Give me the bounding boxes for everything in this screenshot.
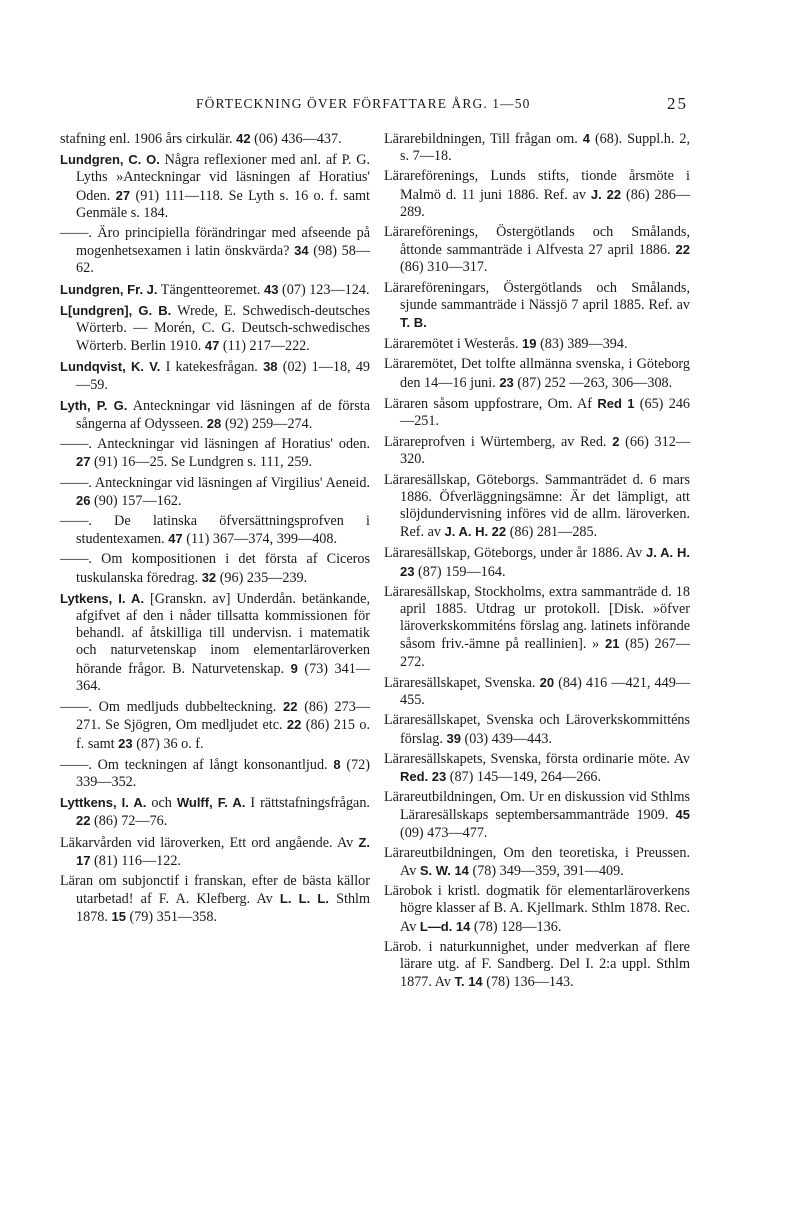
entry-bold-text: 47 (168, 531, 183, 547)
entry-bold-text: 19 (522, 336, 537, 352)
entry-text: Anteckningar vid läsningen af de första sångerna af Odysseen. (76, 397, 370, 433)
entry-bold-text: T. B. (400, 315, 427, 331)
entry-bold-text: 1 (627, 395, 635, 411)
entry-text: (87) 145—149, 264—266. (446, 768, 602, 785)
entry-bold-text: S. W. (419, 862, 451, 878)
entry-text: Lärareförenings, Lunds stifts, tionde årsmöte i Malmö d. 11 juni 1886. Ref. av (384, 168, 690, 203)
entry-bold-text: Lundgren, C. O. (60, 152, 160, 168)
index-entry (384, 356, 690, 391)
index-entry (384, 224, 690, 277)
entry-text: (91) 16—25. Se Lundgren s. 111, 259. (90, 454, 313, 471)
entry-text: Tängentteoremet. (157, 281, 265, 298)
entry-text: (84) 416 —421, 449—455. (400, 674, 691, 709)
entry-bold-text: 32 (201, 569, 217, 585)
entry-bold-text: 21 (604, 636, 620, 652)
entry-text: ——. Om medljuds dubbelteckning. (60, 699, 284, 716)
right-column (384, 130, 690, 991)
index-entry (60, 513, 370, 548)
entry-bold-text: 9 (290, 660, 298, 676)
entry-text: (92) 259—274. (221, 416, 313, 433)
entry-text: Lärob. i naturkunnighet, under medverkan af flere lärare utg. af F. Sandberg. Del I. 2:a uppl. Sthlm 1877. Av (384, 938, 690, 991)
index-entry (60, 225, 370, 278)
index-entry (60, 358, 370, 393)
entry-text: (86) 273—271. Se Sjögren, Om medljudet etc. (76, 699, 370, 734)
entry-bold-text: 38 (263, 359, 278, 375)
entry-bold-text: 2 (612, 434, 620, 450)
entry-text: ——. Om kompositionen i det första af Ciceros tuskulanska föredrag. (60, 551, 370, 586)
entry-bold-text: 23 (118, 735, 133, 751)
entry-text: Wrede, E. Schwedisch-deutsches Wörterb. — Morén, C. G. Deutsch-schwedisches Wörterb. Berlin 1910. (76, 302, 370, 355)
entry-bold-text: 47 (204, 338, 220, 354)
index-entry (384, 280, 690, 333)
index-entry (60, 698, 370, 753)
entry-bold-text: 22 (606, 186, 622, 202)
entry-text: (09) 473—477. (400, 824, 488, 841)
entry-bold-text: J. A. H. (444, 524, 489, 540)
entry-text: Lärarebildningen, Till frågan om. (384, 131, 583, 147)
entry-bold-text: 28 (206, 416, 222, 432)
entry-bold-text: L—d. (419, 918, 453, 934)
entry-text: ——. Äro principiella förändringar med afseende på mogenhetsexamen i latin önskvärda? (60, 225, 370, 260)
index-entry (60, 756, 370, 791)
index-entry (384, 395, 690, 430)
entry-text: Sthlm 1878. (76, 891, 371, 926)
entry-text: (81) 116—122. (90, 852, 181, 869)
entry-text: Läkarvården vid läroverken, Ett ord angående. Av (60, 834, 359, 851)
index-entry (384, 584, 690, 671)
entry-text: Läraresällskapet, Svenska. (384, 674, 540, 691)
entry-bold-text: J. (590, 186, 602, 202)
index-entry (60, 794, 370, 830)
page-number: 25 (667, 94, 688, 113)
entry-bold-text: 22 (286, 717, 302, 733)
entry-bold-text: Wulff, F. A. (176, 795, 246, 811)
entry-text: (96) 235—239. (216, 569, 308, 586)
index-entry (60, 130, 370, 148)
entry-bold-text: 20 (539, 674, 555, 690)
index-entry (384, 168, 690, 221)
entry-bold-text: 22 (675, 242, 690, 258)
entry-bold-text: J. A. H. (645, 545, 690, 561)
index-entry (384, 335, 690, 353)
entry-text: (66) 312—320. (400, 434, 691, 468)
entry-text: I katekesfrågan. (160, 359, 264, 376)
entry-text: Några reflexioner med anl. af P. G. Lyths »Anteckningar vid läsningen af Horatius' Oden. (76, 152, 371, 204)
index-entry (60, 302, 370, 356)
entry-text: Lärareutbildningen, Om. Ur en diskussion vid Sthlms Läraresällskaps septembersammanträde 1909. (384, 789, 690, 824)
entry-text: Läraresällskap, Göteborgs, under år 1886. Av (384, 545, 646, 562)
index-entry (384, 845, 690, 880)
entry-text: (98) 58—62. (76, 243, 370, 277)
entry-bold-text: 34 (294, 243, 309, 259)
index-entry (60, 590, 370, 695)
entry-bold-text: 26 (76, 492, 91, 508)
entry-text: och (146, 795, 177, 812)
entry-text: Läran om subjonctif i franskan, efter de bästa källor utarbetad! af F. A. Klefberg. Av (60, 872, 370, 908)
entry-text: (87) 36 o. f. (132, 735, 204, 752)
index-entry (60, 873, 370, 927)
entry-text: [Granskn. av] Underdån. betänkande, afgifvet af den i nåder tillsatta kommissionen för behandl. af åtskilliga till undervisn. i matematik och naturvetenskap inom elementarläroverken hörande frågor. B. Naturvetenskap. (76, 590, 370, 677)
entry-text: (78) 136—143. (482, 974, 574, 991)
entry-text: Lärareföreningars, Östergötlands och Smålands, sjunde sammanträde i Nässjö 7 april 1885. Ref. av (384, 279, 690, 313)
entry-text: (78) 128—136. (470, 918, 562, 935)
entry-text: Läraremötet i Westerås. (384, 336, 523, 353)
entry-text: Lärareutbildningen, Om den teoretiska, i Preussen. Av (384, 844, 690, 879)
index-entry (384, 751, 690, 786)
entry-text: (86) 286—289. (400, 186, 691, 220)
index-entry (60, 551, 370, 586)
entry-text: (06) 436—437. (250, 131, 342, 147)
entry-bold-text: L[undgren], G. B. (60, 302, 172, 318)
entry-text: (83) 389—394. (536, 336, 628, 353)
entry-text: (11) 367—374, 399—408. (182, 531, 338, 548)
entry-text: (07) 123—124. (278, 281, 370, 298)
entry-text: I rättstafningsfrågan. (245, 795, 370, 812)
entry-text: (02) 1—18, 49—59. (76, 359, 371, 393)
entry-text: ——. Om teckningen af långt konsonantljud. (60, 756, 334, 773)
entry-text: (65) 246—251. (400, 395, 691, 430)
entry-text: (73) 341—364. (76, 660, 370, 694)
entry-text: (87) 159—164. (414, 563, 506, 580)
entry-bold-text: Red. (400, 768, 429, 784)
index-entry (384, 789, 690, 842)
entry-bold-text: 22 (283, 699, 298, 715)
entry-text: ——. Anteckningar vid läsningen af Horatius' oden. (60, 436, 370, 453)
entry-text: (86) 281—285. (506, 524, 598, 541)
entry-bold-text: 39 (446, 730, 461, 746)
entry-text: ——. De latinska öfversättningsprofven i studentexamen. (60, 513, 370, 548)
entry-bold-text: 17 (76, 852, 91, 868)
entry-bold-text: 14 (454, 862, 469, 878)
entry-bold-text: 23 (400, 563, 415, 579)
index-entry (60, 436, 370, 471)
entry-text: (85) 267—272. (400, 636, 690, 670)
entry-bold-text: Lundqvist, K. V. (60, 359, 161, 375)
index-entry (384, 544, 690, 580)
entry-text: (72) 339—352. (76, 756, 370, 790)
entry-text: Läraremötet, Det tolfte allmänna svenska, i Göteborg den 14—16 juni. (384, 356, 690, 391)
entry-text: Lärareprofven i Würtemberg, av Red. (384, 434, 613, 451)
entry-bold-text: T. (454, 974, 465, 990)
entry-bold-text: 14 (455, 918, 471, 934)
page-header (72, 96, 688, 118)
entry-bold-text: Red (597, 395, 622, 411)
entry-bold-text: 23 (431, 768, 447, 784)
entry-bold-text: Lyttkens, I. A. (60, 795, 147, 811)
entry-bold-text: 22 (491, 524, 507, 540)
entry-text: (11) 217—222. (219, 338, 310, 355)
entry-text: stafning enl. 1906 års cirkulär. (60, 131, 237, 147)
entry-text: Läraresällskap, Göteborgs. Sammanträdet d. 6 mars 1886. Öfverläggningsämne: Är det lämpligt, att slöjdundervisning införes vid de allm. läroverken. Ref. av (384, 471, 690, 541)
entry-text: (86) 215 o. f. samt (76, 717, 370, 752)
entry-bold-text: 27 (76, 454, 91, 470)
index-entry (384, 472, 690, 542)
entry-text: (78) 349—359, 391—409. (468, 862, 624, 879)
index-entry (384, 433, 690, 468)
entry-text: Läraresällskap, Stockholms, extra sammanträde d. 18 april 1885. Utdrag ur protokoll. [Disk. »öfver läroverkskommiténs förslag ang. latinets införande såsom friv.-ämne på reallinien]. » (384, 583, 690, 653)
entry-bold-text: 4 (582, 131, 590, 146)
entry-bold-text: 15 (111, 909, 126, 925)
entry-text: (86) 72—76. (90, 813, 168, 830)
entry-text: (68). Suppl.h. 2, s. 7—18. (400, 131, 691, 165)
running-title: FÖRTECKNING ÖVER FÖRFATTARE ÅRG. 1—50 (196, 96, 531, 111)
entry-bold-text: Lytkens, I. A. (60, 590, 145, 606)
index-entry (384, 883, 690, 936)
entry-text: (91) 111—118. Se Lyth s. 16 o. f. samt Genmäle s. 184. (76, 187, 371, 221)
index-entry (60, 151, 370, 222)
index-entry (60, 281, 370, 299)
entry-bold-text: Lundgren, Fr. J. (60, 281, 158, 297)
entry-bold-text: 43 (264, 281, 279, 297)
entry-text: Läraren såsom uppfostrare, Om. Af (384, 395, 598, 412)
entry-text: Läraresällskapet, Svenska och Läroverkskommitténs förslag. (384, 712, 690, 747)
entry-text: (86) 310—317. (400, 259, 488, 276)
entry-bold-text: 23 (499, 374, 514, 390)
entry-text: (03) 439—443. (460, 730, 552, 747)
entry-text: (79) 351—358. (125, 909, 217, 926)
entry-text: Läraresällskapets, Svenska, första ordinarie möte. Av (384, 750, 690, 767)
index-entry (384, 130, 690, 165)
entry-bold-text: Lyth, P. G. (60, 397, 128, 413)
entry-text: ——. Anteckningar vid läsningen af Virgilius' Aeneid. (60, 474, 370, 491)
entry-bold-text: 45 (675, 807, 690, 823)
entry-text: Lärareförenings, Östergötlands och Smålands, åttonde sammanträde i Alfvesta 27 april 1886. (384, 224, 690, 259)
entry-bold-text: L. L. L. (279, 891, 329, 907)
index-entry (384, 674, 690, 709)
entry-text: (87) 252 —263, 306—308. (513, 374, 673, 391)
left-column (60, 130, 370, 927)
index-entry (60, 834, 370, 870)
entry-bold-text: 14 (468, 974, 483, 990)
index-entry (384, 712, 690, 747)
index-entry (384, 939, 690, 992)
entry-text: (90) 157—162. (90, 492, 182, 509)
index-entry (60, 475, 370, 510)
entry-text: Lärobok i kristl. dogmatik för elementarläroverkens högre klasser af B. A. Kjellmark. Sthlm 1878. Rec. Av (384, 883, 690, 935)
entry-bold-text: 42 (236, 131, 251, 146)
entry-bold-text: 8 (333, 756, 341, 772)
index-entry (60, 397, 370, 433)
entry-bold-text: 27 (115, 187, 131, 203)
entry-bold-text: Z. (358, 834, 370, 850)
entry-bold-text: 22 (76, 813, 91, 829)
